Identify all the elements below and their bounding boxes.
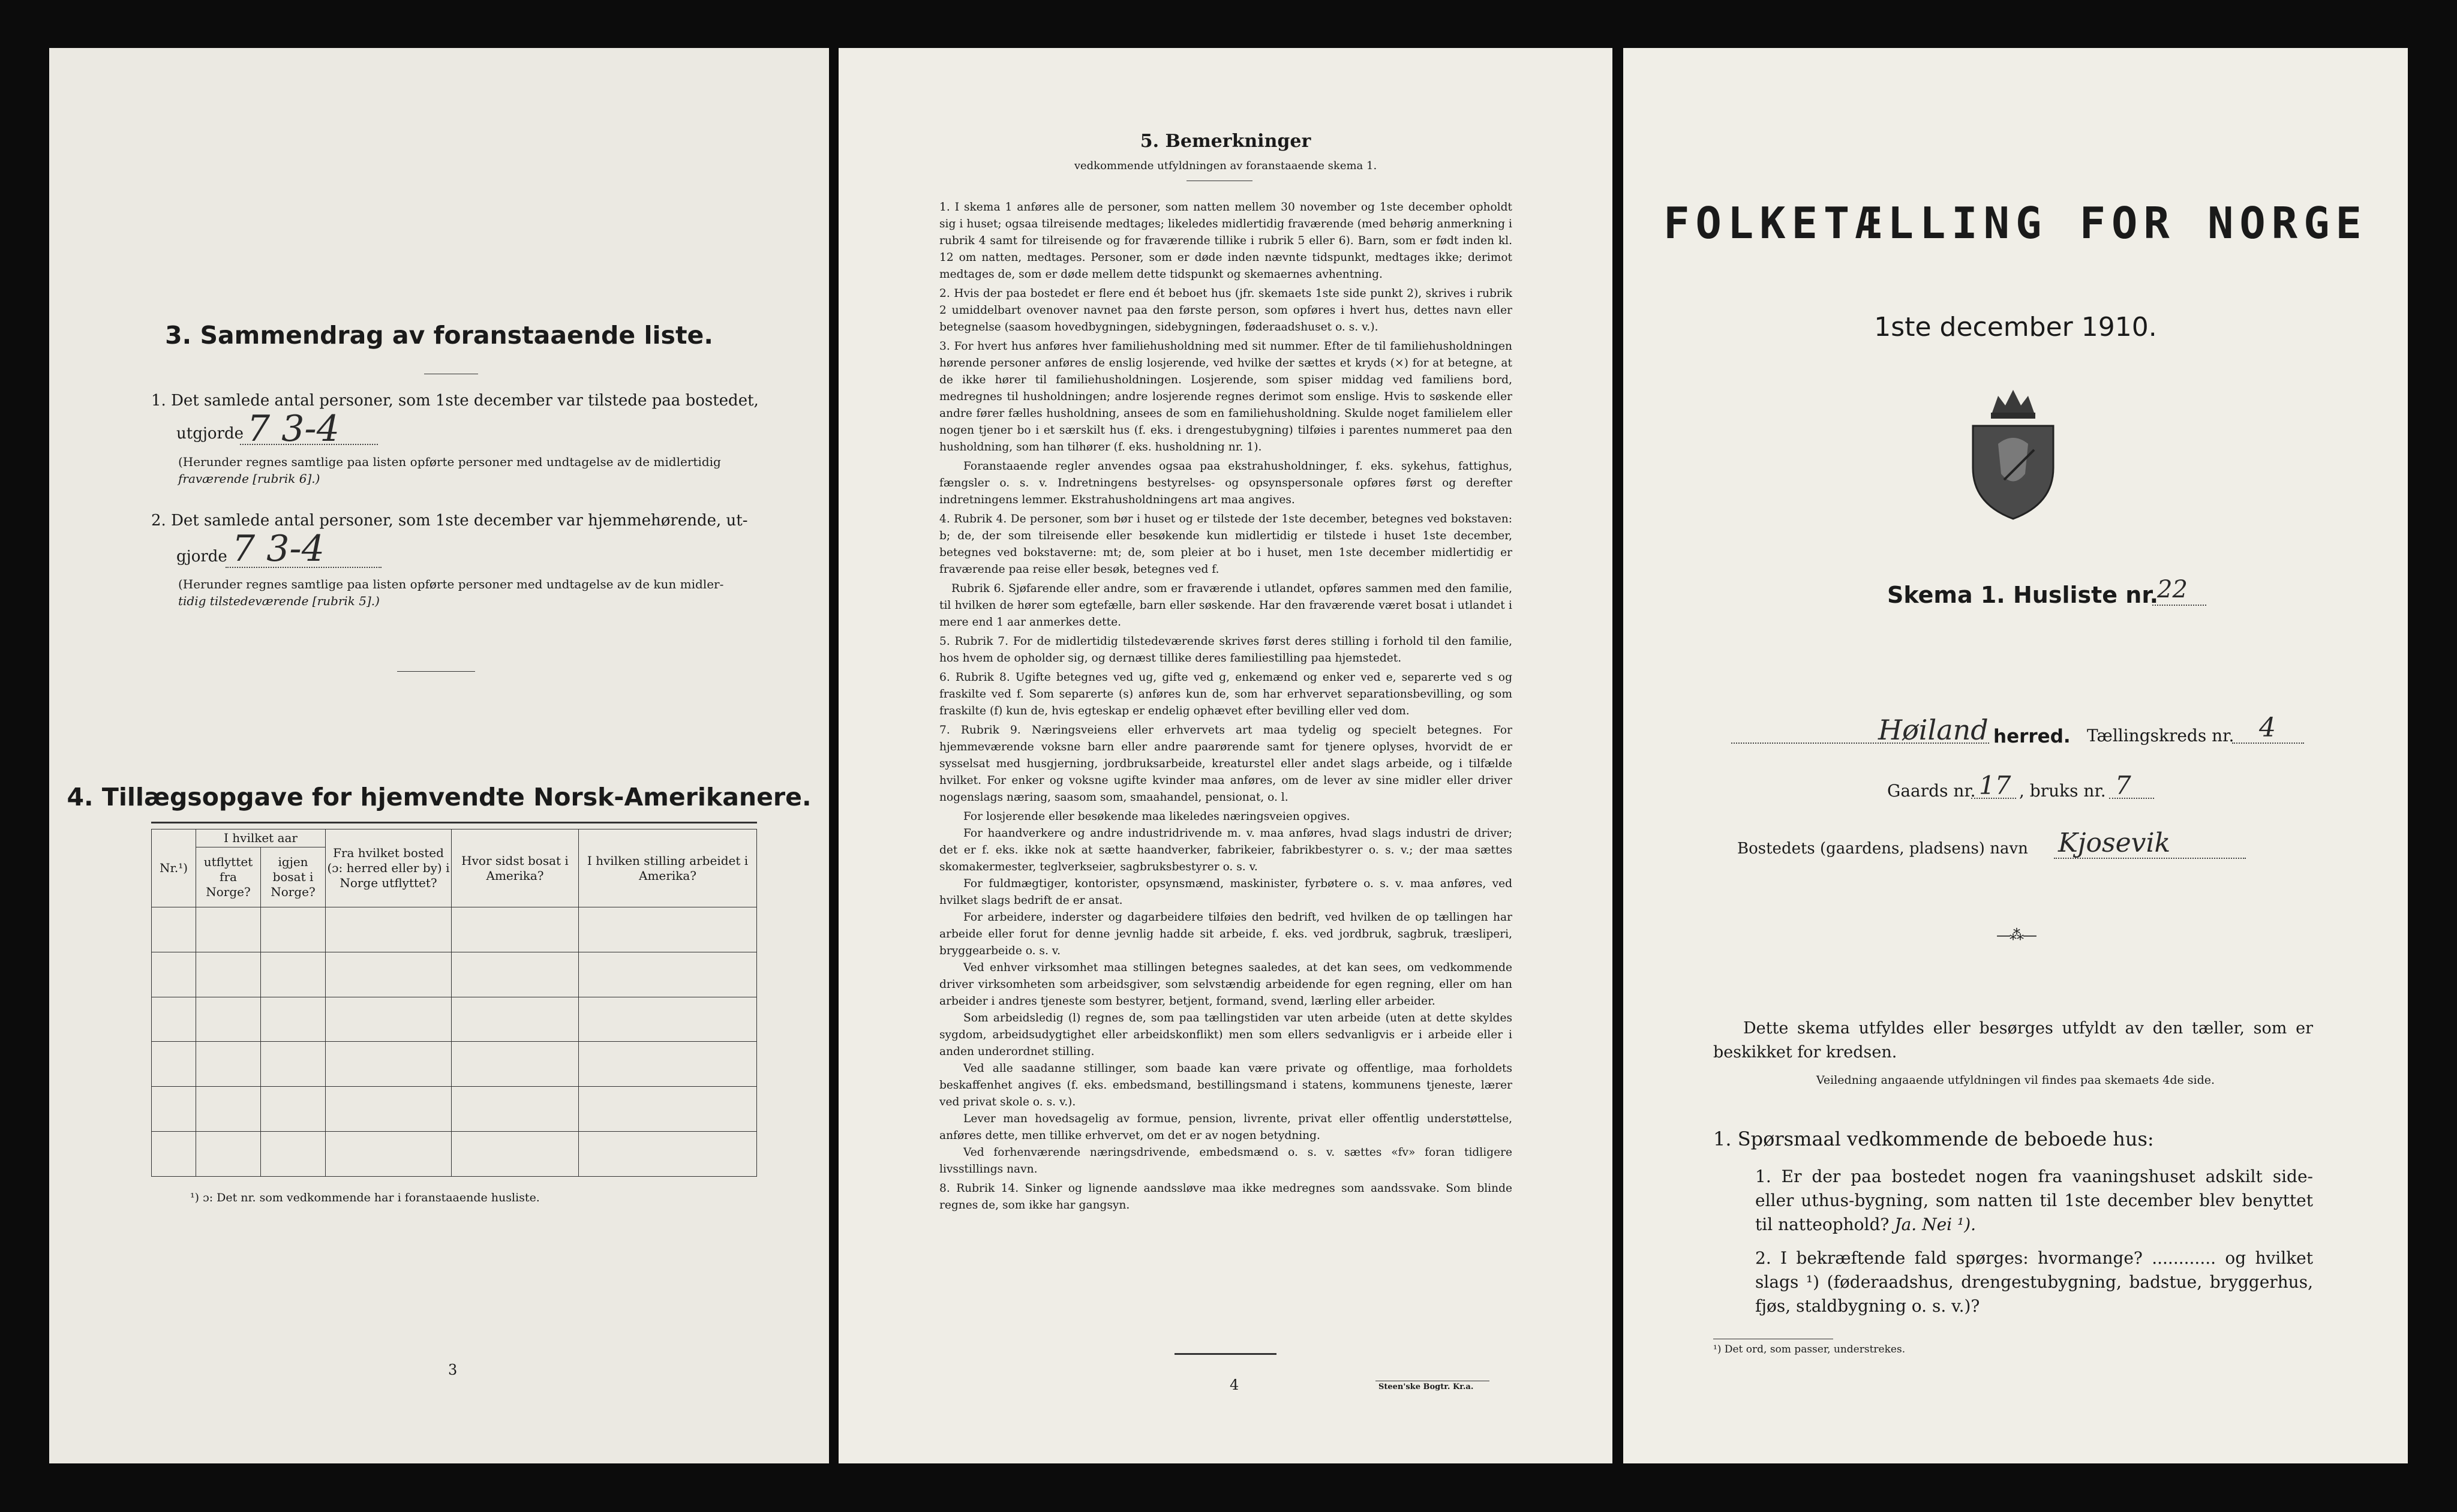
- remark-paragraph: 8. Rubrik 14. Sinker og lignende aandssløve maa ikke medregnes som aandssvake. Som blinde regnes de, som ikke har gangsyn.: [939, 1182, 1512, 1212]
- coat-of-arms: [1962, 384, 2064, 522]
- item2-dotted-line: [226, 567, 382, 568]
- table-header-group: I hvilket aar: [196, 829, 326, 847]
- ornament-divider: —⁂—: [1996, 927, 2036, 943]
- remark-paragraph: Ved forhenværende næringsdrivende, embedsmænd o. s. v. sættes «fv» foran tidligere livsstillings navn.: [939, 1146, 1512, 1176]
- section-3-heading: 3. Sammendrag av foranstaaende liste.: [165, 321, 713, 350]
- table-row: [152, 997, 757, 1042]
- page-number: 3: [448, 1361, 458, 1378]
- document-title: FOLKETÆLLING FOR NORGE: [1663, 198, 2368, 248]
- table-header-hvor: Hvor sidst bosat i Amerika?: [452, 829, 579, 907]
- item1-note: (Herunder regnes samtlige paa listen opførte personer med undtagelse av de midlertidig: [178, 455, 721, 469]
- skema-label: Skema 1. Husliste nr.: [1887, 582, 2159, 608]
- question-1-1-text: 1. Er der paa bostedet nogen fra vaaningshuset adskilt side- eller uthus-bygning, som natten til 1ste december blev benyttet til natteophold?: [1755, 1167, 2313, 1234]
- bosted-label: Bostedets (gaardens, pladsens) navn: [1737, 840, 2028, 858]
- question-1-1-answer: Ja. Nei ¹).: [1894, 1215, 1977, 1234]
- remark-paragraph: Ved enhver virksomhet maa stillingen betegnes saaledes, at det kan sees, om vedkommende driver virksomheten som arbeidsgiver, som selvstændig arbeidende for egen regning, eller om han arbeider i andres tjeneste som bestyrer, betjent, formand, svend, lærling eller arbeider.: [939, 961, 1512, 1008]
- bosted-value: Kjosevik: [2058, 828, 2171, 858]
- table-top-rule: [151, 822, 757, 823]
- item1-dotted-line: [240, 444, 378, 445]
- remark-paragraph: 6. Rubrik 8. Ugifte betegnes ved ug, gifte ved g, enkemænd og enker ved e, separerte ved s og fraskilte ved f. Som separerte (s) anføres kun de, som har erhvervet separationsbevilling, og som fraskilte (f) kun de, hvis egteskap er endelig ophævet efter bevilling eller ved dom.: [939, 671, 1512, 717]
- remarks-subheading: vedkommende utfyldningen av foranstaaende skema 1.: [1074, 160, 1377, 172]
- husliste-value: 22: [2157, 576, 2188, 603]
- remark-paragraph: Lever man hovedsagelig av formue, pension, livrente, privat eller offentlig understøttelse, anføres dette, men tillike erhvervet, om det er av nogen betydning.: [939, 1113, 1512, 1142]
- page-4: [839, 48, 1612, 1463]
- item2-note-2: tidig tilstedeværende [rubrik 5].): [178, 594, 380, 608]
- question-1-2: 2. I bekræftende fald spørges: hvormange? ............ og hvilket slags ¹) (føderaadshus, drengestubygning, badstue, bryggerhus, fjøs, staldbygning o. s. v.)?: [1755, 1248, 2313, 1316]
- herred-label: herred.: [1993, 726, 2071, 747]
- bruks-value: 7: [2115, 771, 2131, 800]
- remark-paragraph: 5. Rubrik 7. For de midlertidig tilstedeværende skrives først deres stilling i forhold til den familie, hos hvem de opholder sig, og dernæst tillike deres familiestilling paa hjemstedet.: [939, 635, 1512, 665]
- norsk-amerikaner-table: [151, 829, 757, 1177]
- remark-paragraph: For haandverkere og andre industridrivende m. v. maa anføres, hvad slags industri de driver; det er f. eks. ikke nok at sætte haandverker, fabrikeier, fabrikbestyrer o. s. v.; der maa sættes skomakermester, teglverkseier, sagbruksbestyrer o. s. v.: [939, 827, 1512, 873]
- instruction-1: Dette skema utfyldes eller besørges utfyldt av den tæller, som er beskikket for kredsen.: [1713, 1019, 2313, 1062]
- remark-paragraph: Rubrik 6. Sjøfarende eller andre, som er fraværende i utlandet, opføres sammen med den familie, til hvilken de hører som egtefælle, barn eller søskende. Har den fraværende været bosat i utlandet i mere end 1 aar anmerkes dette.: [939, 582, 1512, 629]
- item2-value: 7 3-4: [232, 528, 325, 570]
- gaards-label: Gaards nr.: [1887, 781, 1976, 801]
- printer-mark: Steen'ske Bogtr. Kr.a.: [1378, 1382, 1474, 1391]
- footnote: ¹) ɔ: Det nr. som vedkommende har i foranstaaende husliste.: [190, 1191, 540, 1204]
- page-3: [49, 48, 829, 1463]
- remarks-heading: 5. Bemerkninger: [1140, 131, 1311, 152]
- bruks-label: , bruks nr.: [2019, 781, 2106, 801]
- remarks-body: [939, 199, 1512, 1216]
- table-row: [152, 1087, 757, 1132]
- document-date: 1ste december 1910.: [1874, 312, 2157, 342]
- remark-paragraph: 7. Rubrik 9. Næringsveiens eller erhvervets art maa tydelig og specielt betegnes. For hjemmeværende voksne barn eller andre paarørende samt for tjenere oplyses, hvorvidt de er sysselsat med husgjerning, jordbruksarbeide, kreaturstel eller andet slags arbeide, og i tilfælde hvilket. For enker og voksne ugifte kvinder maa anføres, om de lever av sine midler eller driver nogenslags næring, saasom som, smaahandel, pensionat, o. l.: [939, 724, 1512, 804]
- footnote: ¹) Det ord, som passer, understrekes.: [1713, 1343, 1906, 1355]
- question-1-1: [1755, 1165, 2313, 1237]
- herred-dotted-line: [1731, 743, 1989, 744]
- remark-paragraph: For arbeidere, inderster og dagarbeidere tilføies den bedrift, ved hvilken de op tællingen har arbeide eller forut for denne jevnlig hadde sit arbeide, f. eks. ved jordbruk, sagbruk, træsliperi, bryggearbeide o. s. v.: [939, 911, 1512, 957]
- table-header-utflyttet: utflyttet fra Norge?: [196, 847, 261, 907]
- page-1: [1623, 48, 2408, 1463]
- item2-label: gjorde: [176, 548, 227, 566]
- item1-label: utgjorde: [176, 425, 244, 443]
- remark-paragraph: Foranstaaende regler anvendes ogsaa paa ekstrahusholdninger, f. eks. sykehus, fattighus, fængsler o. s. v. Indretningens bestyrelses- og opsynspersonale opføres først og derefter indretningens lemmer. Ekstrahusholdningens art maa angives.: [939, 460, 1512, 506]
- table-row: [152, 952, 757, 997]
- divider: [397, 671, 475, 672]
- remark-paragraph: 3. For hvert hus anføres hver familiehusholdning med sit nummer. Efter de til familiehusholdningen hørende personer anføres de enslig losjerende, ved hvilke der sættes et kryds (×) for at betegne, at de ikke hører til familiehusholdningen. Losjerende, som spiser middag ved familiens bord, medregnes til husholdningen; andre losjerende regnes derimot som enslige. Hvis to søskende eller andre fører fælles husholdning, ansees de som en familiehusholdning. Skulde noget familielem eller nogen tjener bo i et særskilt hus (f. eks. i drengestubygning) tilføies i parentes nummeret paa den husholdning, som han tilhører (f. eks. husholdning nr. 1).: [939, 340, 1512, 453]
- remark-paragraph: 1. I skema 1 anføres alle de personer, som natten mellem 30 november og 1ste december opholdt sig i huset; ogsaa tilreisende medtages; likeledes midlertidig fraværende (med behørig anmerkning i rubrik 4 samt for tilreisende og for fraværende tillike i rubrik 5 eller 6). Barn, som er født inden kl. 12 om natten, medtages. Personer, som er døde inden nævnte tidspunkt, medtages ikke; derimot medtages de, som er døde mellem dette tidspunkt og skemaernes avhentning.: [939, 201, 1512, 281]
- table-row: [152, 1042, 757, 1087]
- section-4-heading: 4. Tillægsopgave for hjemvendte Norsk-Amerikanere.: [67, 783, 812, 811]
- remark-paragraph: Ved alle saadanne stillinger, som baade kan være private og offentlige, maa forholdets beskaffenhet angives (f. eks. embedsmand, bestillingsmand i statens, kommunens tjeneste, lærer ved privat skole o. s. v.).: [939, 1062, 1512, 1108]
- table-header-nr: Nr.¹): [152, 829, 196, 907]
- item1-line: 1. Det samlede antal personer, som 1ste december var tilstede paa bostedet,: [151, 392, 759, 410]
- table-row: [152, 907, 757, 952]
- remark-paragraph: For fuldmægtiger, kontorister, opsynsmænd, maskinister, fyrbøtere o. s. v. maa anføres, ved hvilket slags bedrift de er ansat.: [939, 877, 1512, 907]
- bosted-dotted-line: [2054, 858, 2246, 859]
- item2-line: 2. Det samlede antal personer, som 1ste december var hjemmehørende, ut-: [151, 512, 748, 530]
- q1-heading: 1. Spørsmaal vedkommende de beboede hus:: [1713, 1128, 2154, 1150]
- table-header-stilling: I hvilken stilling arbeidet i Amerika?: [579, 829, 757, 907]
- table-row: [152, 1132, 757, 1177]
- remark-paragraph: 2. Hvis der paa bostedet er flere end ét beboet hus (jfr. skemaets 1ste side punkt 2), skrives i rubrik 2 umiddelbart ovenover navnet paa den første person, som opføres i hvert hus, dettes navn eller betegnelse (saasom hovedbygningen, sidebygningen, føderaadshuset o. s. v.).: [939, 287, 1512, 333]
- item2-note: (Herunder regnes samtlige paa listen opførte personer med undtagelse av de kun midler-: [178, 577, 724, 591]
- kreds-value: 4: [2259, 713, 2276, 743]
- divider: [1175, 1353, 1276, 1355]
- item1-note-2: fraværende [rubrik 6].): [178, 471, 320, 486]
- instruction-2: Veiledning angaaende utfyldningen vil findes paa skemaets 4de side.: [1816, 1074, 2215, 1087]
- remark-paragraph: Som arbeidsledig (l) regnes de, som paa tællingstiden var uten arbeide (uten at dette skyldes sygdom, arbeidsudygtighet eller arbeidskonflikt) men som ellers sedvanligvis er i arbeide eller i anden underordnet stilling.: [939, 1012, 1512, 1058]
- husliste-dotted-line: [2152, 605, 2206, 606]
- table-header-igjen: igjen bosat i Norge?: [261, 847, 326, 907]
- herred-value: Høiland: [1878, 714, 1989, 746]
- table-header-fra: Fra hvilket bosted (ɔ: herred eller by) i Norge utflyttet?: [326, 829, 452, 907]
- gaards-value: 17: [1979, 771, 2011, 800]
- bruks-dotted-line: [2109, 798, 2154, 799]
- page-number: 4: [1230, 1376, 1239, 1393]
- kreds-dotted-line: [2232, 743, 2304, 744]
- kreds-label: Tællingskreds nr.: [2087, 726, 2234, 746]
- remark-paragraph: For losjerende eller besøkende maa likeledes næringsveien opgives.: [963, 810, 1350, 823]
- gaards-dotted-line: [1971, 798, 2016, 799]
- item1-value: 7 3-4: [247, 408, 340, 450]
- remark-paragraph: 4. Rubrik 4. De personer, som bør i huset og er tilstede der 1ste december, betegnes ved bokstaven: b; de, der som tilreisende eller besøkende kun midlertidig er tilstede i huset 1ste december, betegnes ved bokstaverne: mt; de, som pleier at bo i huset, men 1ste december midlertidig er fraværende paa reise eller besøk, betegnes ved f.: [939, 513, 1512, 576]
